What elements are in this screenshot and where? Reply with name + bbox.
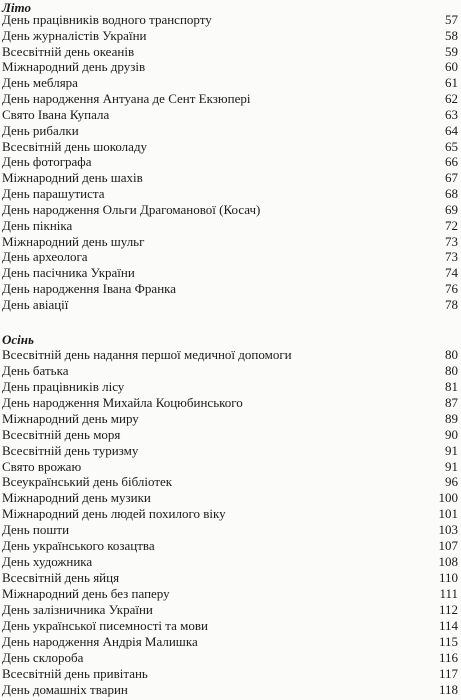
toc-entry-title: Всесвітній день привітань xyxy=(2,665,148,681)
toc-entry-page-number: 81 xyxy=(445,378,458,394)
toc-entry-page-number: 91 xyxy=(445,458,458,474)
toc-entry xyxy=(2,123,458,139)
toc-entry-title: Міжнародний день друзів xyxy=(2,59,146,75)
toc-entry-title: День археолога xyxy=(2,249,88,265)
toc-entry-page-number: 110 xyxy=(438,570,458,586)
toc-entry-title: День народження Андрія Малишка xyxy=(2,633,198,649)
toc-entry-title: День українського козацтва xyxy=(2,538,155,554)
toc-entry xyxy=(2,202,458,218)
toc-entry-page-number: 67 xyxy=(445,170,458,186)
toc-entry-page-number: 68 xyxy=(445,186,458,202)
toc-entry xyxy=(2,347,458,363)
section-title-autumn: Осінь xyxy=(2,332,34,347)
toc-entry-page-number: 96 xyxy=(445,474,458,490)
toc-entry xyxy=(2,682,458,698)
toc-entry-page-number: 118 xyxy=(438,681,458,697)
toc-entry-page-number: 57 xyxy=(445,12,458,27)
toc-entry-page-number: 90 xyxy=(445,426,458,442)
toc-entry-title: Міжнародний день музики xyxy=(2,490,151,506)
toc-entry xyxy=(2,650,458,666)
toc-entry xyxy=(2,139,458,155)
toc-entry-page-number: 72 xyxy=(445,217,458,233)
toc-entry xyxy=(2,281,458,297)
toc-entry-title: День пошти xyxy=(2,522,70,538)
toc-entry xyxy=(2,75,458,91)
toc-entry xyxy=(2,459,458,475)
toc-entry-page-number: 58 xyxy=(445,27,458,43)
toc-entry-title: День склороба xyxy=(2,649,84,665)
toc-entry xyxy=(2,634,458,650)
toc-entry-page-number: 111 xyxy=(439,585,458,601)
toc-entry-title: День пасічника України xyxy=(2,265,135,281)
toc-entry-title: День мебляра xyxy=(2,75,78,91)
toc-entry-page-number: 60 xyxy=(445,59,458,75)
toc-entry-title: День рибалки xyxy=(2,122,79,138)
toc-entry-page-number: 80 xyxy=(445,362,458,378)
toc-entry xyxy=(2,427,458,443)
toc-entry xyxy=(2,618,458,634)
toc-entry-page-number: 114 xyxy=(438,617,458,633)
toc-entry-title: День фотографа xyxy=(2,154,92,170)
toc-entry xyxy=(2,522,458,538)
toc-entry xyxy=(2,91,458,107)
toc-entry-title: Міжнародний день миру xyxy=(2,410,139,426)
toc-entry xyxy=(2,666,458,682)
toc-entry xyxy=(2,490,458,506)
toc-entry xyxy=(2,538,458,554)
toc-entry-title: День художника xyxy=(2,554,93,570)
toc-entry xyxy=(2,59,458,75)
toc-entry xyxy=(2,186,458,202)
toc-entry-page-number: 89 xyxy=(445,410,458,426)
toc-entry xyxy=(2,107,458,123)
toc-entry-page-number: 117 xyxy=(438,665,458,681)
toc-entry-page-number: 101 xyxy=(438,506,458,522)
toc-entry xyxy=(2,44,458,60)
toc-entry-page-number: 76 xyxy=(445,281,458,297)
toc-entry xyxy=(2,395,458,411)
toc-entry-page-number: 63 xyxy=(445,106,458,122)
toc-entry xyxy=(2,570,458,586)
toc-entry-title: Міжнародний день шахів xyxy=(2,170,143,186)
toc-entry xyxy=(2,218,458,234)
toc-entry-title: День батька xyxy=(2,362,69,378)
toc-entry-page-number: 73 xyxy=(445,249,458,265)
toc-entry-title: Всесвітній день надання першої медичної допомоги xyxy=(2,347,292,362)
toc-entry xyxy=(2,154,458,170)
toc-entry-page-number: 91 xyxy=(445,442,458,458)
toc-entry-title: Всесвітній день моря xyxy=(2,426,121,442)
toc-entry-page-number: 112 xyxy=(438,601,458,617)
toc-entry-page-number: 116 xyxy=(438,649,458,665)
toc-entry xyxy=(2,443,458,459)
toc-entry-title: День народження Михайла Коцюбинського xyxy=(2,394,243,410)
toc-entry-page-number: 100 xyxy=(438,490,458,506)
toc-entry-page-number: 65 xyxy=(445,138,458,154)
toc-entry xyxy=(2,363,458,379)
toc-entry-page-number: 108 xyxy=(438,554,458,570)
toc-entry-title: Всеукраїнський день бібліотек xyxy=(2,474,173,490)
toc-entry-page-number: 61 xyxy=(445,75,458,91)
toc-entry-page-number: 73 xyxy=(445,233,458,249)
toc-entry xyxy=(2,265,458,281)
toc-entry-page-number: 59 xyxy=(445,43,458,59)
toc-entry-title: Всесвітній день шоколаду xyxy=(2,138,148,154)
toc-entry-page-number: 103 xyxy=(438,522,458,538)
toc-entry-title: Всесвітній день яйця xyxy=(2,570,120,586)
toc-entry-title: Свято Івана Купала xyxy=(2,106,110,122)
toc-entry xyxy=(2,506,458,522)
toc-entry-page-number: 80 xyxy=(445,347,458,362)
toc-entry-page-number: 115 xyxy=(438,633,458,649)
section-title-summer: Літо xyxy=(2,0,31,15)
toc-entry-title: Свято врожаю xyxy=(2,458,82,474)
toc-entry-title: День журналістів України xyxy=(2,27,147,43)
toc-entry-page-number: 69 xyxy=(445,201,458,217)
toc-entry-title: День працівників водного транспорту xyxy=(2,12,212,27)
toc-entry xyxy=(2,12,458,28)
toc-entry xyxy=(2,554,458,570)
toc-entry-title: Міжнародний день людей похилого віку xyxy=(2,506,226,522)
toc-entry-title: День української писемності та мови xyxy=(2,617,208,633)
toc-entry xyxy=(2,249,458,265)
toc-entry-title: Всесвітній день океанів xyxy=(2,43,135,59)
toc-entry-title: День народження Антуана де Сент Екзюпері xyxy=(2,91,251,107)
toc-entry xyxy=(2,474,458,490)
toc-entry xyxy=(2,411,458,427)
toc-entry xyxy=(2,170,458,186)
toc-entry-page-number: 107 xyxy=(438,538,458,554)
toc-entry xyxy=(2,379,458,395)
toc-entry-title: Міжнародний день без паперу xyxy=(2,585,170,601)
toc-entry-page-number: 66 xyxy=(445,154,458,170)
toc-entry-title: Міжнародний день шульг xyxy=(2,233,145,249)
toc-entry-page-number: 78 xyxy=(445,296,458,312)
toc-entry-page-number: 87 xyxy=(445,394,458,410)
toc-entry xyxy=(2,586,458,602)
toc-entry-title: День парашутиста xyxy=(2,186,105,202)
toc-entry-title: День пікніка xyxy=(2,217,73,233)
toc-entry-title: День працівників лісу xyxy=(2,378,125,394)
toc-entry-title: День залізничника України xyxy=(2,601,153,617)
toc-entry xyxy=(2,297,458,313)
toc-entry-title: День авіації xyxy=(2,296,69,312)
toc-entry-title: День народження Івана Франка xyxy=(2,281,177,297)
toc-entry xyxy=(2,234,458,250)
toc-entry-page-number: 64 xyxy=(445,122,458,138)
toc-entry-title: Всесвітній день туризму xyxy=(2,442,139,458)
toc-entry xyxy=(2,602,458,618)
toc-entry-page-number: 62 xyxy=(445,91,458,107)
toc-entry-title: День домашніх тварин xyxy=(2,681,128,697)
toc-entry-page-number: 74 xyxy=(445,265,458,281)
toc-entry xyxy=(2,28,458,44)
toc-entry-title: День народження Ольги Драгоманової (Косач) xyxy=(2,201,261,217)
